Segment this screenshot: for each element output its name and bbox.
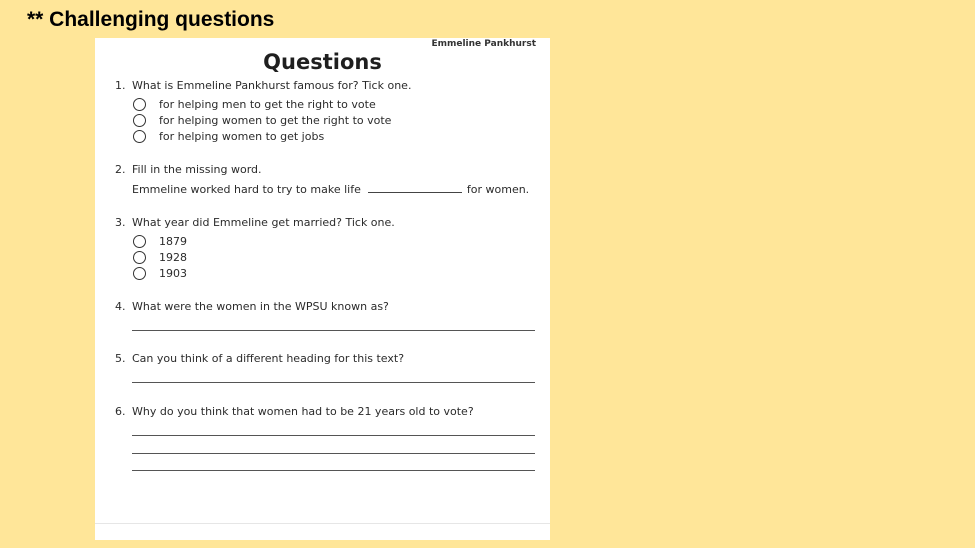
answer-line-5[interactable] [132,382,535,383]
question-text: Can you think of a different heading for this text? [132,352,405,365]
sentence-before: Emmeline worked hard to try to make life [132,183,361,196]
option-label: 1928 [159,251,187,264]
sheet-footer-divider [95,523,550,524]
question-1-option-2[interactable] [133,114,391,127]
question-3-option-2[interactable] [133,251,187,264]
question-3 [115,216,395,229]
option-label: for helping women to get the right to vote [159,114,392,127]
question-2 [115,163,262,176]
question-3-option-1[interactable] [133,235,187,248]
answer-line-6a[interactable] [132,435,535,436]
question-number: 2. [115,163,126,176]
option-label: 1879 [159,235,187,248]
worksheet [95,38,550,540]
answer-line-6b[interactable] [132,453,535,454]
question-text: What year did Emmeline get married? Tick one. [132,216,395,229]
answer-line-4[interactable] [132,330,535,331]
question-4 [115,300,389,313]
answer-line-6c[interactable] [132,470,535,471]
question-number: 1. [115,79,126,92]
radio-circle-icon[interactable] [133,251,146,264]
question-6 [115,405,474,418]
question-number: 5. [115,352,126,365]
radio-circle-icon[interactable] [133,114,146,127]
option-label: for helping men to get the right to vote [159,98,376,111]
question-1-option-3[interactable] [133,130,324,143]
fill-in-sentence [132,183,529,196]
question-text: Fill in the missing word. [132,163,262,176]
slide-title: ** Challenging questions [27,8,275,31]
option-label: for helping women to get jobs [159,130,325,143]
radio-circle-icon[interactable] [133,130,146,143]
option-label: 1903 [159,267,187,280]
sentence-after: for women. [466,183,530,196]
radio-circle-icon[interactable] [133,98,146,111]
missing-word-blank[interactable] [368,183,462,193]
question-text: What were the women in the WPSU known as? [132,300,389,313]
question-text: Why do you think that women had to be 21 years old to vote? [132,405,474,418]
radio-circle-icon[interactable] [133,235,146,248]
question-number: 6. [115,405,126,418]
question-3-option-3[interactable] [133,267,187,280]
question-text: What is Emmeline Pankhurst famous for? Tick one. [132,79,412,92]
worksheet-heading: Questions [263,50,382,74]
question-1 [115,79,411,92]
question-number: 4. [115,300,126,313]
question-number: 3. [115,216,126,229]
radio-circle-icon[interactable] [133,267,146,280]
worksheet-header-label: Emmeline Pankhurst [431,39,536,49]
question-1-option-1[interactable] [133,98,376,111]
question-5 [115,352,404,365]
